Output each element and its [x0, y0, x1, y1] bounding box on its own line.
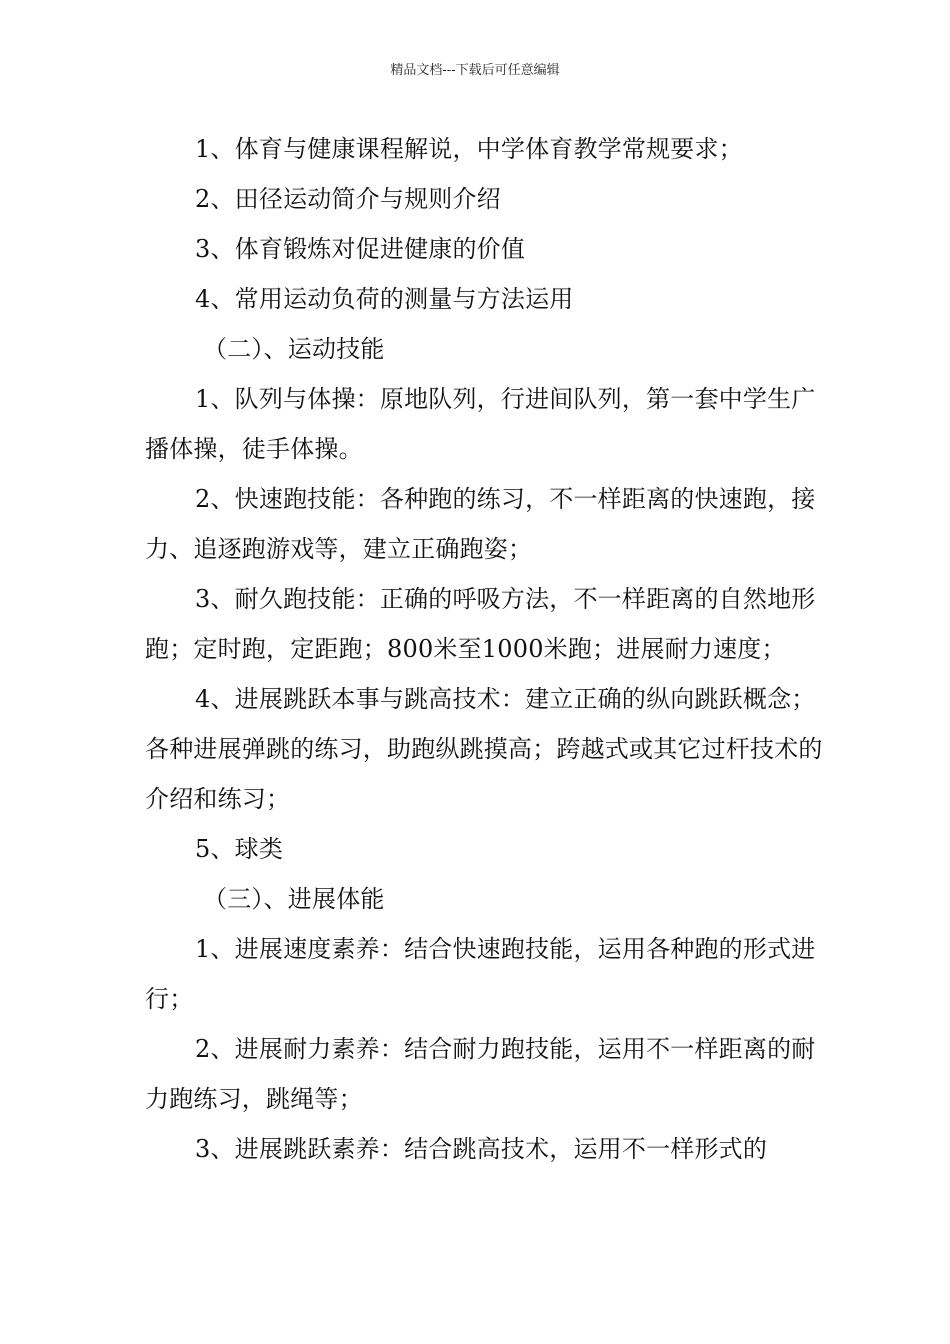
paragraph-10: 5、球类: [195, 835, 284, 863]
paragraph-13: 2、进展耐力素养：结合耐力跑技能，运用不一样距离的耐力跑练习，跳绳等；: [145, 1035, 816, 1113]
paragraph-9: 4、进展跳跃本事与跳高技术：建立正确的纵向跳跃概念；各种进展弹跳的练习，助跑纵跳摸高；跨越式或其它过杆技术的介绍和练习；: [145, 685, 823, 813]
section-heading-motor-skills: （二）、运动技能: [203, 335, 385, 363]
paragraph-6: 1、队列与体操：原地队列，行进间队列，第一套中学生广播体操，徒手体操。: [145, 385, 816, 463]
paragraph-3: 3、体育锻炼对促进健康的价值: [195, 235, 526, 263]
paragraph-2: 2、田径运动简介与规则介绍: [195, 185, 501, 213]
paragraph-12: 1、进展速度素养：结合快速跑技能，运用各种跑的形式进行；: [145, 935, 816, 1013]
page-header: 精品文档---下载后可任意编辑: [390, 63, 560, 78]
paragraph-1: 1、体育与健康课程解说，中学体育教学常规要求；: [195, 135, 743, 163]
paragraph-7: 2、快速跑技能：各种跑的练习，不一样距离的快速跑，接力、追逐跑游戏等，建立正确跑姿；: [145, 485, 816, 563]
paragraph-14: 3、进展跳跃素养：结合跳高技术，运用不一样形式的: [195, 1135, 768, 1163]
paragraph-4: 4、常用运动负荷的测量与方法运用: [195, 285, 574, 313]
document-body: [145, 124, 825, 1174]
paragraph-8: 3、耐久跑技能：正确的呼吸方法，不一样距离的自然地形跑；定时跑，定距跑；800米至1000米跑；进展耐力速度；: [145, 585, 816, 663]
section-heading-physical-fitness: （三）、进展体能: [203, 885, 385, 913]
